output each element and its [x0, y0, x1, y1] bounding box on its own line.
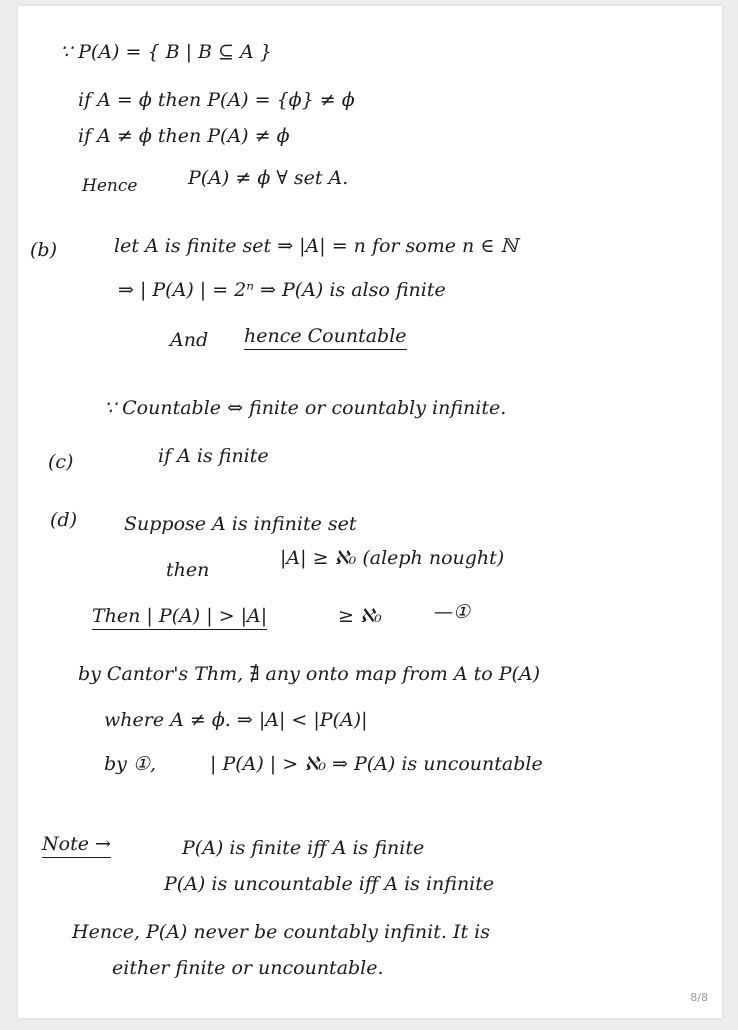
line-if-a-finite: if A is finite	[158, 445, 269, 467]
equation-label-1: —①	[434, 601, 471, 623]
line-hence-countable: hence Countable	[244, 324, 407, 350]
line-hence-label: Hence	[82, 176, 138, 196]
line-finite-iff: P(A) is finite iff A is finite	[182, 837, 425, 859]
line-by-one-label: by ①,	[104, 753, 157, 775]
line-hence-conclusion: P(A) ≠ ϕ ∀ set A.	[188, 167, 349, 189]
line-cardinality-inequality: where A ≠ ϕ. ⇒ |A| < |P(A)|	[104, 709, 368, 731]
document-page	[18, 6, 722, 1018]
line-finite-set-assumption: let A is finite set ⇒ |A| = n for some n ∈ ℕ	[114, 235, 518, 257]
line-either-finite-or-uncountable: either finite or uncountable.	[112, 957, 384, 979]
line-power-set-cardinality: ⇒ | P(A) | = 2ⁿ ⇒ P(A) is also finite	[118, 279, 446, 301]
part-b-marker: (b)	[30, 239, 57, 261]
line-uncountable-iff: P(A) is uncountable iff A is infinite	[164, 873, 495, 895]
line-aleph-bound: ≥ ℵ₀	[338, 605, 382, 627]
note-label: Note →	[42, 832, 111, 858]
line-and-label: And	[170, 329, 209, 351]
line-then-label: then	[166, 559, 210, 581]
line-cantor-theorem: by Cantor's Thm, ∄ any onto map from A to P(A)	[78, 663, 541, 685]
line-nonempty-set-case: if A ≠ ϕ then P(A) ≠ ϕ	[78, 125, 290, 147]
line-uncountable-conclusion: | P(A) | > ℵ₀ ⇒ P(A) is uncountable	[210, 753, 543, 775]
part-d-marker: (d)	[50, 509, 77, 531]
part-c-marker: (c)	[48, 451, 74, 473]
page-number: 8/8	[690, 991, 708, 1004]
line-power-set-definition: ∵ P(A) = { B | B ⊆ A }	[60, 41, 272, 63]
line-empty-set-case: if A = ϕ then P(A) = {ϕ} ≠ ϕ	[78, 89, 355, 111]
line-power-set-greater: Then | P(A) | > |A|	[92, 604, 267, 630]
line-never-countably-infinite: Hence, P(A) never be countably infinit. It is	[72, 921, 490, 943]
line-suppose-infinite: Suppose A is infinite set	[124, 513, 357, 535]
line-countable-definition: ∵ Countable ⇔ finite or countably infinite.	[104, 397, 507, 419]
line-aleph-nought: |A| ≥ ℵ₀ (aleph nought)	[280, 547, 505, 569]
